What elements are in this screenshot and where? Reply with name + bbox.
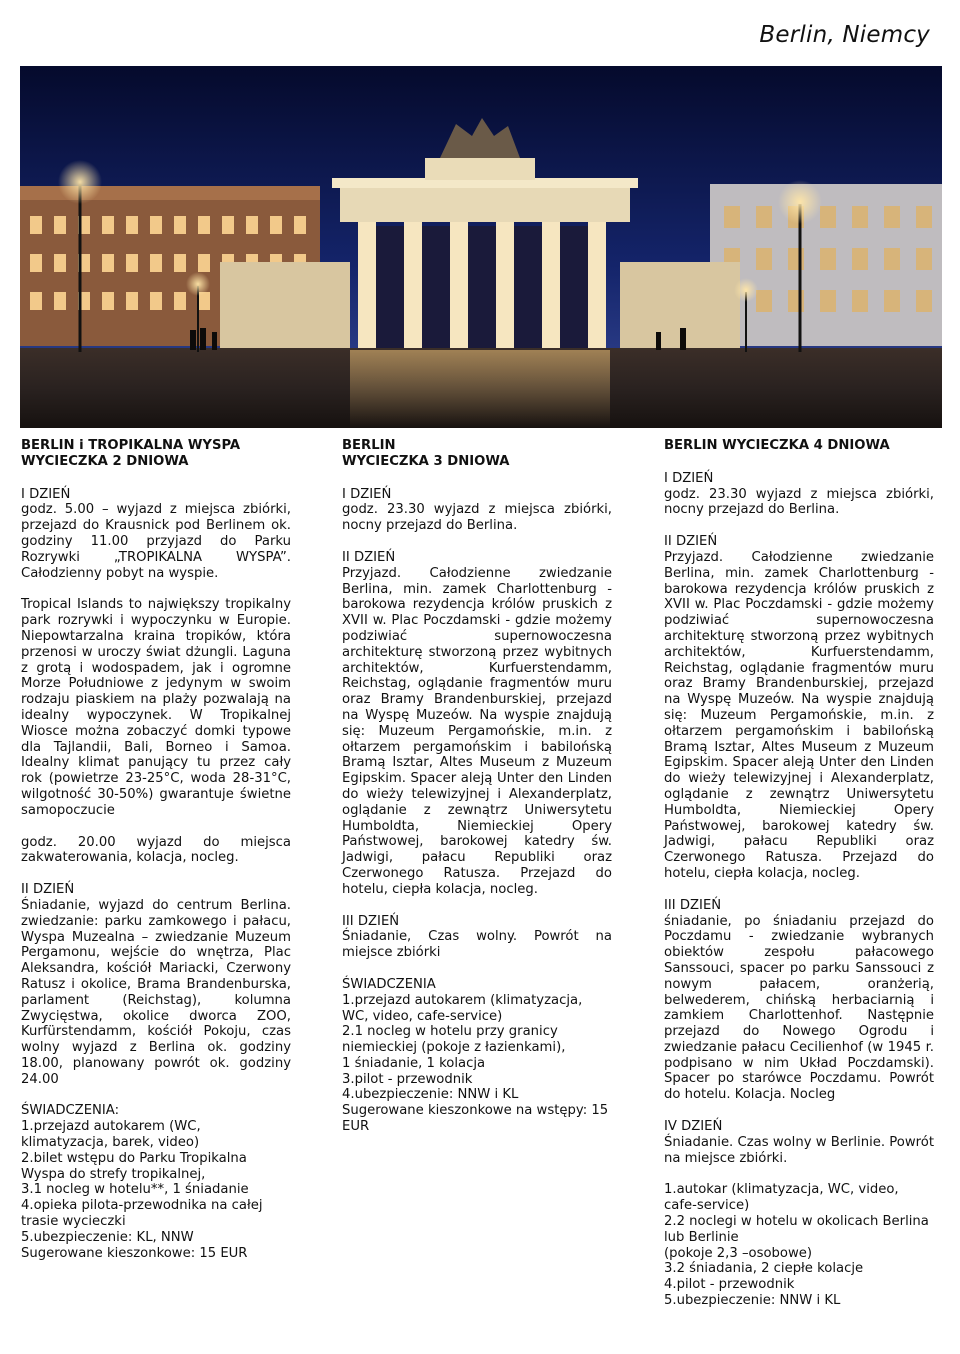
day-label: I DZIEŃ (664, 470, 714, 486)
day-description: Śniadanie, Czas wolny. Powrót na miejsce zbiórki (342, 929, 612, 961)
tour-title-line: BERLIN (342, 438, 396, 453)
services-title: ŚWIADCZENIA: (21, 1103, 120, 1119)
service-item: 4.opieka pilota-przewodnika na całej trasie wycieczki (21, 1198, 263, 1230)
tour-title-line: BERLIN WYCIECZKA 4 DNIOWA (664, 438, 890, 453)
tour-3-days (342, 438, 612, 1135)
day-description: Śniadanie. Czas wolny w Berlinie. Powrót na miejsce zbiórki. (664, 1134, 934, 1166)
tour-title (21, 438, 291, 470)
tour-title-line: WYCIECZKA 2 DNIOWA (21, 453, 189, 469)
day-description: śniadanie, po śniadaniu przejazd do Poczdamu - zwiedzanie wybranych obiektów zespołu pałacowego Sanssouci, spacer po parku Sanssouci z nowym pałacem, oranżerią, belwederem, chińską herbaciarnią i zamkiem Charlottenhof. Następnie przejazd do Nowego Ogrodu i zwiedzanie pałacu Cecilienhof (w 1945 r. podpisano w nim Układ Poczdamski). Spacer po starówce Poczdamu. Powrót do hotelu. Kolacja. Nocleg (664, 913, 934, 1103)
tour-title-line: BERLIN i TROPIKALNA WYSPA (21, 438, 241, 453)
tour-2-days (21, 438, 291, 1261)
day-description: Przyjazd. Całodzienne zwiedzanie Berlina, min. zamek Charlottenburg - barokowa rezydencja królów pruskich z XVII w. Plac Poczdamski - gdzie możemy podziwiać supernowoczesna architekturę stworzoną przez wybitnych architektów, Kurfuerstendamm, Reichstag, oglądanie fragmentów muru oraz Bramy Brandenburskiej, przejazd na Wyspę Muzeów. Na wyspie znajdują się: Muzeum Pergamońskie, m.in. z ołtarzem pergamońskim i babilońską Bramą Isztar, Altes Museum z Muzeum Egipskim. Spacer aleją Unter den Linden do wieży telewizyjnej i Alexanderplatz, oglądanie z zewnątrz Uniwersytetu Humboldta, Niemieckiej Opery Państwowej, barokowej katedry św. Jadwigi, pałacu Republiki oraz Czerwonego Ratusza. Przejazd do hotelu, ciepła kolacja, nocleg. (342, 565, 612, 897)
pocket-money-note: Sugerowane kieszonkowe: 15 EUR (21, 1245, 248, 1261)
service-item: 1 śniadanie, 1 kolacja (342, 1055, 486, 1071)
service-item: 1.przejazd autokarem (klimatyzacja, WC, video, cafe-service) (342, 992, 583, 1024)
day-description: Przyjazd. Całodzienne zwiedzanie Berlina, min. zamek Charlottenburg - barokowa rezydencja królów pruskich z XVII w. Plac Poczdamski - gdzie możemy podziwiać supernowoczesna architekturę stworzoną przez wybitnych architektów, Kurfuerstendamm, Reichstag, oglądanie fragmentów muru oraz Bramy Brandenburskiej, przejazd na Wyspę Muzeów. Na wyspie znajdują się: Muzeum Pergamońskie, m.in. z ołtarzem pergamońskim i babilońską Bramą Isztar, Altes Museum z Muzeum Egipskim. Spacer aleją Unter den Linden do wieży telewizyjnej i Alexanderplatz, oglądanie z zewnątrz Uniwersytetu Humboldta, Niemieckiej Opery Państwowej, barokowej katedry św. Jadwigi, pałacu Republiki oraz Czerwonego Ratusza. Przejazd do hotelu, ciepła kolacja, nocleg. (664, 549, 934, 881)
service-item: 4.ubezpieczenie: NNW i KL (342, 1087, 519, 1103)
service-item: 5.ubezpieczenie: KL, NNW (21, 1229, 194, 1245)
service-item: 1.autokar (klimatyzacja, WC, video, cafe-service) (664, 1182, 899, 1214)
service-item: 3.2 śniadania, 2 ciepłe kolacje (664, 1261, 864, 1277)
day-label: III DZIEŃ (342, 913, 400, 929)
service-item: (pokoje 2,3 –osobowe) (664, 1245, 813, 1261)
service-item: 2.bilet wstępu do Parku Tropikalna Wyspa do strefy tropikalnej, (21, 1150, 247, 1182)
day-label: II DZIEŃ (21, 882, 75, 898)
brandenburg-gate-photo (20, 66, 942, 428)
tour-title-line: WYCIECZKA 3 DNIOWA (342, 453, 510, 469)
service-item: 1.przejazd autokarem (WC, klimatyzacja, barek, video) (21, 1119, 201, 1151)
day-label: IV DZIEŃ (664, 1119, 723, 1135)
day-description: godz. 20.00 wyjazd do miejsca zakwaterowania, kolacja, nocleg. (21, 834, 291, 866)
tour-title (342, 438, 612, 470)
tour-4-days (664, 438, 934, 1309)
pocket-money-note: Sugerowane kieszonkowe na wstępy: 15 EUR (342, 1103, 609, 1135)
service-item: 5.ubezpieczenie: NNW i KL (664, 1293, 841, 1309)
service-item: 3.1 nocleg w hotelu**, 1 śniadanie (21, 1182, 249, 1198)
day-label: III DZIEŃ (664, 897, 722, 913)
tour-title (664, 438, 934, 454)
services-title: ŚWIADCZENIA (342, 976, 436, 992)
day-description: godz. 5.00 – wyjazd z miejsca zbiórki, przejazd do Krausnick pod Berlinem ok. godziny 11.00 przyjazd do Parku Rozrywki „TROPIKALNA WYSPA”. Całodzienny pobyt na wyspie. (21, 502, 291, 581)
service-item: 2.1 nocleg w hotelu przy granicy niemieckiej (pokoje z łazienkami), (342, 1024, 566, 1056)
day-label: II DZIEŃ (664, 534, 718, 550)
day-label: II DZIEŃ (342, 549, 396, 565)
day-label: I DZIEŃ (21, 486, 71, 502)
service-item: 4.pilot - przewodnik (664, 1277, 795, 1293)
day-description: godz. 23.30 wyjazd z miejsca zbiórki, nocny przejazd do Berlina. (342, 502, 612, 534)
page-title: Berlin, Niemcy (759, 22, 930, 48)
day-label: I DZIEŃ (342, 486, 392, 502)
day-description: Śniadanie, wyjazd do centrum Berlina. zwiedzanie: parku zamkowego i pałacu, Wyspa Muzealna – zwiedzanie Muzeum Pergamonu, wejście do wnętrza, Plac Aleksandra, kościół Mariacki, Czerwony Ratusz i okolice, Brama Brandenburska, parlament (Reichstag), kolumna Zwycięstwa, okolice dworca ZOO, Kurfürstendamm, kościół Pokoju, czas wolny wyjazd z Berlina ok. godziny 18.00, planowany powrót ok. godziny 24.00 (21, 897, 291, 1087)
attraction-description: Tropical Islands to największy tropikalny park rozrywki i wypoczynku w Europie. Niepowtarzalna kraina tropików, która przenosi w uroczy świat dżungli. Laguna z grotą i wodospadem, jak i ogromne Morze Południowe z jedynym w swoim rodzaju piaskiem na plaży pozwalają na idealny wypoczynek. W Tropikalnej Wiosce można zobaczyć domki typowe dla Tajlandii, Bali, Borneo i Samoa. Idealny klimat panujący tu przez cały rok (powietrze 23-25°C, woda 28-31°C, wilgotność 30-50%) gwarantuje świetne samopoczucie (21, 597, 291, 818)
service-item: 2.2 noclegi w hotelu w okolicach Berlina lub Berlinie (664, 1214, 929, 1245)
day-description: godz. 23.30 wyjazd z miejsca zbiórki, nocny przejazd do Berlina. (664, 486, 934, 518)
service-item: 3.pilot - przewodnik (342, 1071, 473, 1087)
